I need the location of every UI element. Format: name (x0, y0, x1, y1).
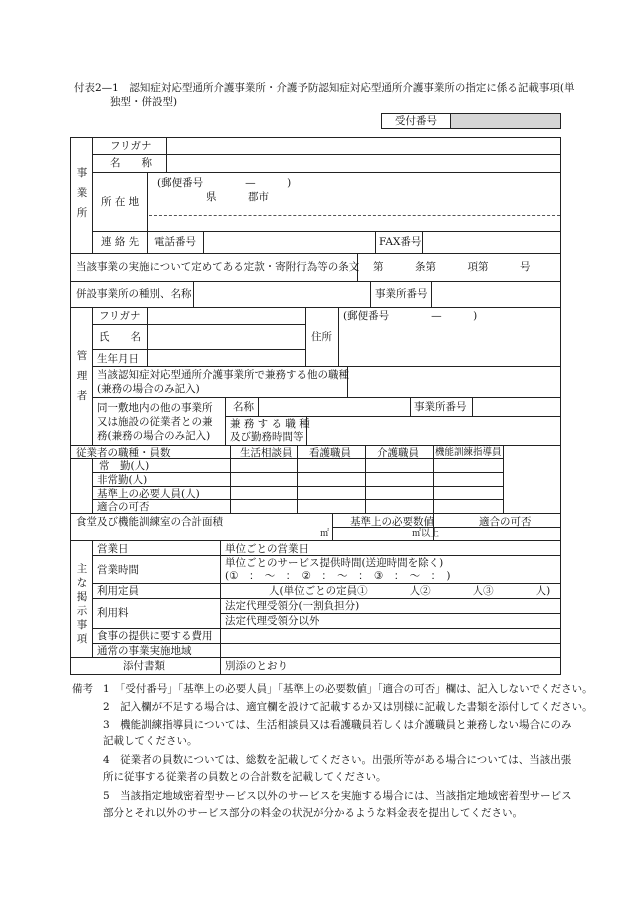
vertical-label-char: 示 (76, 605, 88, 617)
table-rule-vertical (431, 281, 432, 307)
office-name-label: 名 称 (110, 157, 152, 169)
table-rule-horizontal (92, 172, 561, 173)
table-rule-vertical (370, 281, 371, 307)
articles-label: 当該事業の実施について定めてある定款・寄附行為等の条文 (76, 261, 360, 273)
table-rule-horizontal (70, 513, 561, 514)
table-rule-vertical (365, 445, 366, 513)
main-capacity-value[interactable]: 人(単位ごとの定員① 人② 人③ 人) (269, 585, 551, 597)
main-days-label: 営業日 (97, 543, 129, 555)
table-rule-vertical (472, 397, 473, 416)
form-title: 付表2—1 認知症対応型通所介護事業所・介護予防認知症対応型通所介護事業所の指定に係る記載事項(単 (74, 82, 575, 94)
table-rule-vertical (92, 307, 93, 445)
table-rule-vertical (305, 307, 306, 366)
table-rule-horizontal (225, 416, 561, 417)
office-pref-city: 県 郡市 (206, 191, 269, 203)
note-2: 2 記入欄が不足する場合は、適宜欄を設けて記載するか又は別様に記載した書類を添付してください。 (103, 701, 593, 713)
staff-col-counselor: 生活相談員 (240, 447, 293, 459)
vertical-label-char: 事 (76, 167, 88, 179)
vertical-label-char: 主 (76, 563, 88, 575)
manager-site-office-no-label: 事業所番号 (414, 401, 467, 413)
table-rule-vertical (332, 513, 333, 540)
manager-side-label (76, 346, 88, 406)
main-fee-label: 利用料 (97, 607, 129, 619)
vertical-label-char: な (76, 577, 88, 589)
main-hours-times[interactable]: (① ： ～ ： ② ： ～ ： ③ ： ～ ： ) (225, 570, 451, 582)
vertical-label-char: 所 (76, 207, 88, 219)
dining-area-label: 食堂及び機能訓練室の合計面積 (76, 516, 223, 528)
table-rule-vertical (338, 307, 339, 366)
office-name-field[interactable] (170, 156, 559, 169)
main-hours-label: 営業時間 (97, 564, 139, 576)
combined-office-no-label: 事業所番号 (375, 288, 428, 300)
main-fee-value-2: 法定代理受領分以外 (225, 615, 320, 627)
note-5: 5 当該指定地域密着型サービス以外のサービスを実施する場合には、当該指定地域密着型サービス (103, 790, 572, 802)
notes-head: 備考 (72, 683, 93, 695)
note-3-cont: 記載してください。 (103, 735, 198, 747)
table-rule-vertical (230, 445, 231, 513)
articles-value[interactable]: 第 条第 項第 号 (373, 261, 531, 273)
staff-col-nurse: 看護職員 (309, 447, 351, 459)
manager-same-site-label-1: 同一敷地内の他の事業所 (97, 402, 213, 414)
combined-name-field[interactable] (197, 287, 365, 301)
table-rule-horizontal (70, 253, 561, 254)
table-rule-horizontal (92, 555, 561, 556)
manager-same-site-label-2: 又は施設の従業者との兼 (97, 416, 213, 428)
table-rule-vertical (433, 445, 434, 513)
table-rule-horizontal (92, 643, 561, 644)
table-rule-horizontal (92, 324, 305, 325)
manager-other-duty-label: 当該認知症対応型通所介護事業所で兼務する他の職種 (97, 369, 349, 381)
office-furigana-label: フリガナ (110, 140, 152, 152)
manager-furigana-field[interactable] (151, 310, 301, 322)
receipt-number-field (450, 113, 561, 129)
note-4-cont: 所に従事する従業者の員数との合計数を記載してください。 (103, 771, 387, 783)
table-rule-horizontal (70, 445, 561, 446)
dining-required-label: 基準上の必要数値 (350, 516, 434, 528)
note-5-cont: 部分とそれ以外のサービス部分の料金の状況が分かるような料金表を提出してください。 (103, 807, 523, 819)
table-rule-horizontal (70, 307, 561, 308)
main-fee-value-1: 法定代理受領分(一割負担分) (225, 600, 360, 612)
staff-col-caregiver: 介護職員 (377, 447, 419, 459)
manager-address-label: 住所 (311, 331, 332, 343)
staff-row-parttime: 非常勤(人) (97, 474, 148, 486)
office-phone-label: 電話番号 (154, 236, 196, 248)
combined-office-no-field[interactable] (435, 287, 557, 301)
dining-unit-sqm: ㎡ (320, 529, 330, 539)
table-rule-vertical (410, 397, 411, 416)
table-rule-vertical (297, 445, 298, 513)
main-area-label: 通常の事業実施地域 (97, 645, 192, 657)
staff-row-fulltime: 常 勤(人) (99, 460, 150, 472)
manager-name-field[interactable] (151, 330, 301, 345)
table-rule-horizontal (92, 583, 561, 584)
main-meal-label: 食事の提供に要する費用 (97, 630, 213, 642)
table-rule-vertical (422, 231, 423, 253)
manager-duty-label-2: 及び勤務時間等 (230, 431, 304, 443)
manager-other-duty-field[interactable] (351, 371, 557, 391)
table-rule-horizontal (70, 540, 561, 541)
manager-other-duty-note: (兼務の場合のみ記入) (97, 383, 200, 395)
note-4: 4 従業者の員数については、総数を記載してください。出張所等がある場合については、当該出張 (103, 754, 572, 766)
manager-name-label: 氏 名 (99, 331, 141, 343)
manager-site-office-no-field[interactable] (476, 400, 558, 413)
table-rule-horizontal (92, 628, 561, 629)
dining-ok-label: 適合の可否 (479, 516, 532, 528)
office-contact-label: 連 絡 先 (101, 236, 140, 248)
main-attach-value: 別添のとおり (225, 660, 288, 672)
office-side-label (76, 163, 88, 223)
manager-same-site-label-3: 務(兼務の場合のみ記入) (97, 430, 211, 442)
table-rule-vertical (166, 137, 167, 172)
manager-dob-field[interactable] (151, 352, 301, 364)
main-side-label (76, 562, 88, 646)
main-hours-value: 単位ごとのサービス提供時間(送迎時間を除く) (225, 557, 444, 569)
vertical-label-char: 掲 (76, 591, 88, 603)
manager-postal: (郵便番号 — ) (343, 310, 478, 322)
table-rule-horizontal (92, 349, 305, 350)
office-address-label: 所 在 地 (101, 196, 140, 208)
vertical-label-char: 業 (76, 187, 88, 199)
vertical-label-char: 理 (76, 370, 88, 382)
table-rule-horizontal (92, 231, 561, 232)
table-rule-vertical (147, 307, 148, 366)
table-rule-vertical (193, 281, 194, 307)
staff-header: 従業者の職種・員数 (76, 447, 171, 459)
table-rule-horizontal (220, 613, 561, 614)
table-rule-vertical (375, 231, 376, 253)
table-rule-horizontal (70, 281, 561, 282)
table-rule-horizontal (92, 397, 561, 398)
manager-duty-label-1: 兼 務 す る 職 種 (230, 418, 310, 430)
manager-site-name-label: 名称 (233, 401, 254, 413)
office-fax-field[interactable] (426, 235, 558, 249)
staff-row-required: 基準上の必要人員(人) (97, 488, 200, 500)
main-capacity-label: 利用定員 (97, 585, 139, 597)
manager-dob-label: 生年月日 (97, 353, 139, 365)
manager-furigana-label: フリガナ (99, 310, 141, 322)
table-rule-horizontal (92, 598, 561, 599)
main-days-value: 単位ごとの営業日 (225, 543, 309, 555)
note-3: 3 機能訓練指導員については、生活相談員又は看護職員若しくは介護職員と兼務しない場合にのみ (103, 719, 572, 731)
office-fax-label: FAX番号 (379, 236, 422, 248)
office-furigana-field[interactable] (170, 139, 559, 152)
note-1: 1 「受付番号」「基準上の必要人員」「基準上の必要数値」「適合の可否」欄は、記入しないでください。 (103, 683, 593, 695)
receipt-label: 受付番号 (395, 115, 437, 127)
table-rule-vertical (225, 397, 226, 445)
dashed-divider (149, 215, 560, 216)
vertical-label-char: 者 (76, 390, 88, 402)
combined-label: 併設事業所の種別、名称 (76, 288, 192, 300)
table-rule-vertical (203, 231, 204, 253)
table-rule-horizontal (70, 657, 561, 658)
table-rule-vertical (220, 540, 221, 675)
office-postal: (郵便番号 — ) (157, 177, 292, 189)
table-rule-vertical (92, 458, 93, 513)
staff-col-trainer: 機能訓練指導員 (435, 447, 502, 458)
vertical-label-char: 管 (76, 350, 88, 362)
staff-row-compliance: 適合の可否 (97, 501, 150, 513)
manager-duty-field[interactable] (310, 420, 557, 441)
dining-unit-sqm-min: ㎡以上 (412, 529, 440, 539)
manager-site-name-field[interactable] (262, 400, 406, 413)
form-title-cont: 独型・併設型) (110, 96, 178, 108)
vertical-label-char: 項 (76, 633, 88, 645)
office-phone-field[interactable] (207, 235, 371, 249)
table-rule-horizontal (92, 154, 561, 155)
table-rule-vertical (258, 397, 259, 416)
vertical-label-char: 事 (76, 619, 88, 631)
table-rule-horizontal (92, 366, 561, 367)
main-attach-label: 添付書類 (123, 660, 165, 672)
table-rule-vertical (147, 172, 148, 253)
table-rule-vertical (503, 445, 504, 513)
